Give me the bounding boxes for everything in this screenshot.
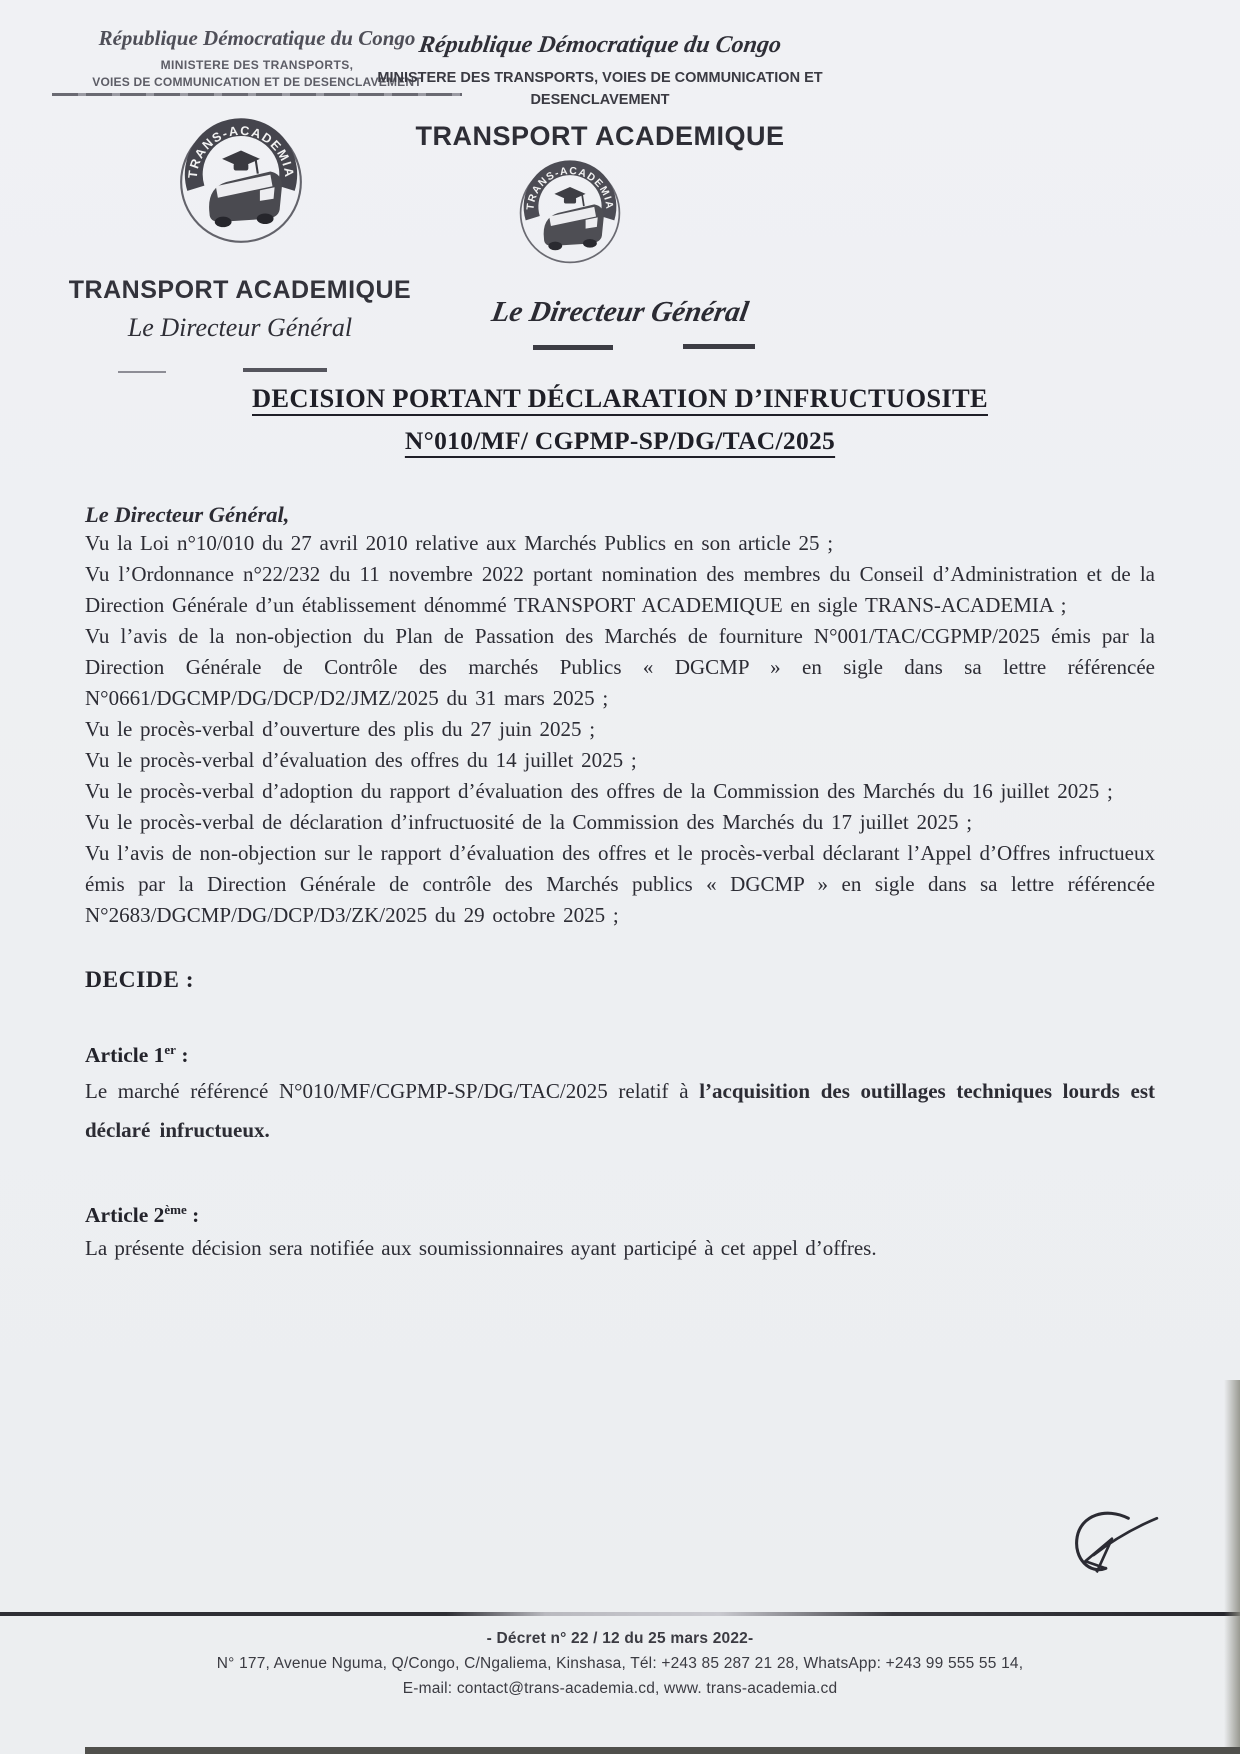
left-rule-segment (243, 368, 327, 372)
left-rule-segment (118, 371, 166, 373)
opening-salutation: Le Directeur Général, (85, 502, 290, 527)
footer-decree-line: - Décret n° 22 / 12 du 25 mars 2022- (486, 1630, 754, 1647)
article-1-ordinal: er (164, 1042, 176, 1057)
scan-edge-shadow (1224, 1380, 1240, 1754)
trans-academia-seal-icon (518, 158, 622, 268)
decision-title-line2: N°010/MF/ CGPMP-SP/DG/TAC/2025 (404, 426, 836, 455)
recital-paragraph: Vu le procès-verbal d’évaluation des offres du 14 juillet 2025 ; (85, 748, 637, 772)
bus-icon (544, 204, 604, 250)
signature-underline-dash (533, 345, 613, 350)
left-org-name: TRANSPORT ACADEMIQUE (68, 276, 412, 304)
article-2-heading (85, 1202, 1155, 1228)
letterhead-right-org-name: TRANSPORT ACADEMIQUE (415, 121, 785, 151)
decide-label: DECIDE : (85, 967, 195, 993)
seal-arc-text: TRANS-ACADEMIA (525, 165, 615, 211)
article-2-text: La présente décision sera notifiée aux soumissionnaires ayant participé à cet appel d’offres. (85, 1236, 877, 1261)
letterhead-left-ministry2: VOIES DE COMMUNICATION ET DE DESENCLAVEMENT (92, 75, 422, 89)
letterhead-right (320, 32, 880, 152)
letterhead-left-ministry: MINISTERE DES TRANSPORTS, (160, 58, 354, 72)
recital-paragraph: Vu le procès-verbal d’adoption du rapport d’évaluation des offres de la Commission des Marchés du 16 juillet 2025 ; (85, 779, 1113, 803)
article-1-label: Article 1 (85, 1043, 165, 1068)
decision-title-line1: DECISION PORTANT DÉCLARATION D’INFRUCTUOSITE (252, 383, 988, 413)
article-2-colon: : (186, 1203, 200, 1228)
recital-paragraph: Vu l’avis de non-objection sur le rapport d’évaluation des offres et le procès-verbal déclarant l’Appel d’Offres infructueux émis par la Direction Générale de contrôle des Marchés publics « DGCMP » en sigle dans sa lettre référencée N°2683/DGCMP/DG/DCP/D3/ZK/2025 du 29 octobre 2025 ; (85, 841, 1155, 927)
recital-paragraph: Vu l’avis de la non-objection du Plan de Passation des Marchés de fourniture N°001/TAC/CGPMP/2025 émis par la Direction Générale de Contrôle des marchés Publics « DGCMP » en sigle dans sa lettre référencée N°0661/DGCMP/DG/DCP/D2/JMZ/2025 du 31 mars 2025 ; (85, 624, 1155, 710)
article-1-text: Le marché référencé N°010/MF/CGPMP-SP/DG/TAC/2025 relatif à (85, 1079, 700, 1104)
letterhead-right-ministry: MINISTERE DES TRANSPORTS, VOIES DE COMMUNICATION ET (377, 70, 823, 86)
left-director-title: Le Directeur Général (127, 313, 353, 342)
footer (0, 1630, 1240, 1698)
document-body (85, 383, 1155, 1286)
bus-icon (209, 172, 282, 228)
article-2-ordinal: ème (164, 1202, 187, 1218)
signature-underline-dash (683, 344, 755, 349)
footer-address-line: N° 177, Avenue Nguma, Q/Congo, C/Ngaliema, Kinshasa, Tél: +243 85 287 21 28, WhatsApp: +243 99 555 55 14, (216, 1655, 1024, 1672)
footer-divider (0, 1612, 1240, 1616)
recital-paragraph: Vu l’Ordonnance n°22/232 du 11 novembre 2022 portant nomination des membres du Conseil d’Administration et de la Direction Générale d’un établissement dénommé TRANSPORT ACADEMIQUE en sigle TRANS-ACADEMIA ; (85, 562, 1155, 617)
handwritten-initial-mark (1062, 1506, 1166, 1598)
recital-paragraph: Vu la Loi n°10/010 du 27 avril 2010 relative aux Marchés Publics en son article 25 ; (85, 531, 834, 555)
article-1-heading (85, 1042, 1155, 1068)
article-2-body (85, 1232, 1155, 1265)
article-1-bold-text: l’acquisition des outillages techniques lourds est déclaré infructueux. (85, 1079, 1155, 1143)
letterhead-right-republic: République Démocratique du Congo (417, 32, 783, 58)
recital-paragraph: Vu le procès-verbal d’ouverture des plis du 27 juin 2025 ; (85, 717, 596, 741)
recital-paragraph: Vu le procès-verbal de déclaration d’infructuosité de la Commission des Marchés du 17 juillet 2025 ; (85, 810, 973, 834)
article-1-body (85, 1072, 1155, 1150)
letterhead-right-ministry2: DESENCLAVEMENT (530, 92, 670, 108)
letterhead-left-republic: République Démocratique du Congo (98, 26, 416, 50)
seal-arc-text: TRANS-ACADEMIA (185, 123, 297, 180)
scan-edge-shadow (85, 1747, 1240, 1754)
article-2-label: Article 2 (85, 1203, 165, 1228)
article-1-colon: : (175, 1043, 189, 1068)
right-director-title-script: Le Directeur Général (489, 296, 751, 328)
trans-academia-seal-icon (178, 116, 304, 248)
footer-contact-line: E-mail: contact@trans-academia.cd, www. trans-academia.cd (402, 1680, 838, 1697)
